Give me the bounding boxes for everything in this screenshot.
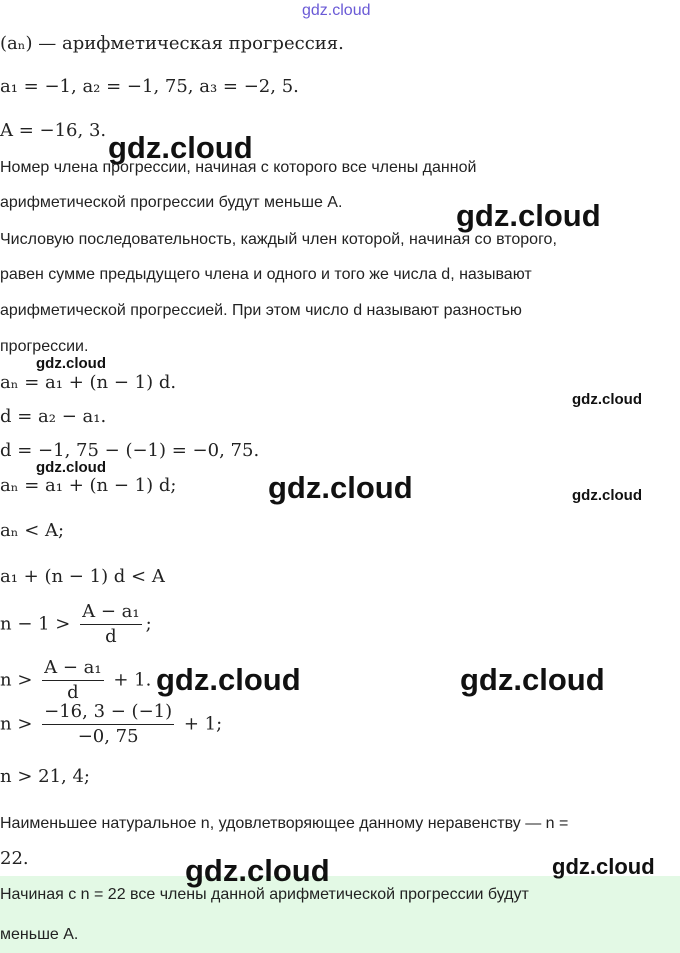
formula-nth-term: aₙ = a₁ + (n − 1) d. <box>0 372 177 393</box>
conclusion-line-2: 22. <box>0 848 29 869</box>
theory-line-1: Числовую последовательность, каждый член которой, начиная со второго, <box>0 231 557 248</box>
task-line-1: Номер члена прогрессии, начиная с которого все члены данной <box>0 159 477 176</box>
given-A: A = −16, 3. <box>0 120 107 141</box>
fraction-4-denominator: d <box>67 682 79 703</box>
inequality-3-left: n − 1 > <box>0 613 71 635</box>
watermark: gdz.cloud <box>268 470 413 505</box>
fraction-3 <box>80 600 141 649</box>
theory-line-2: равен сумме предыдущего члена и одного и того же числа d, называют <box>0 266 532 283</box>
theory-line-4: прогрессии. <box>0 338 89 355</box>
fraction-5-denominator: −0, 75 <box>77 726 139 747</box>
answer-line-1: Начиная с n = 22 все члены данной арифметической прогрессии будут <box>0 886 529 903</box>
answer-line-2: меньше A. <box>0 926 79 943</box>
difference-value: d = −1, 75 − (−1) = −0, 75. <box>0 440 260 461</box>
watermark-top: gdz.cloud <box>302 2 371 19</box>
watermark: gdz.cloud <box>460 662 605 697</box>
progression-definition: (aₙ) — арифметическая прогрессия. <box>0 33 344 54</box>
given-terms: a₁ = −1, a₂ = −1, 75, a₃ = −2, 5. <box>0 76 299 97</box>
watermark: gdz.cloud <box>552 854 655 879</box>
conclusion-line-1: Наименьшее натуральное n, удовлетворяющее данному неравенству — n = <box>0 815 569 832</box>
inequality-3 <box>0 600 152 649</box>
fraction-5-numerator: −16, 3 − (−1) <box>42 700 174 725</box>
watermark: gdz.cloud <box>108 130 253 165</box>
inequality-1: aₙ < A; <box>0 520 65 541</box>
watermark: gdz.cloud <box>156 662 301 697</box>
watermark: gdz.cloud <box>185 853 330 888</box>
inequality-4-right: + 1. <box>113 669 152 691</box>
fraction-4 <box>42 656 103 705</box>
inequality-4-left: n > <box>0 669 33 691</box>
watermark: gdz.cloud <box>456 198 601 233</box>
watermark: gdz.cloud <box>572 391 642 408</box>
fraction-3-denominator: d <box>105 626 117 647</box>
fraction-5 <box>42 700 174 749</box>
watermark: gdz.cloud <box>36 355 106 372</box>
watermark: gdz.cloud <box>572 487 642 504</box>
fraction-3-numerator: A − a₁ <box>80 600 141 625</box>
formula-nth-term-2: aₙ = a₁ + (n − 1) d; <box>0 475 177 496</box>
inequality-3-right: ; <box>145 613 152 635</box>
task-line-2: арифметической прогрессии будут меньше A. <box>0 194 343 211</box>
inequality-5-right: + 1; <box>183 713 223 735</box>
inequality-4 <box>0 656 151 705</box>
inequality-5-left: n > <box>0 713 33 735</box>
inequality-5 <box>0 700 222 749</box>
formula-difference: d = a₂ − a₁. <box>0 406 107 427</box>
fraction-4-numerator: A − a₁ <box>42 656 103 681</box>
watermark: gdz.cloud <box>36 459 106 476</box>
inequality-2: a₁ + (n − 1) d < A <box>0 566 165 587</box>
inequality-result: n > 21, 4; <box>0 766 90 787</box>
theory-line-3: арифметической прогрессией. При этом число d называют разностью <box>0 302 522 319</box>
